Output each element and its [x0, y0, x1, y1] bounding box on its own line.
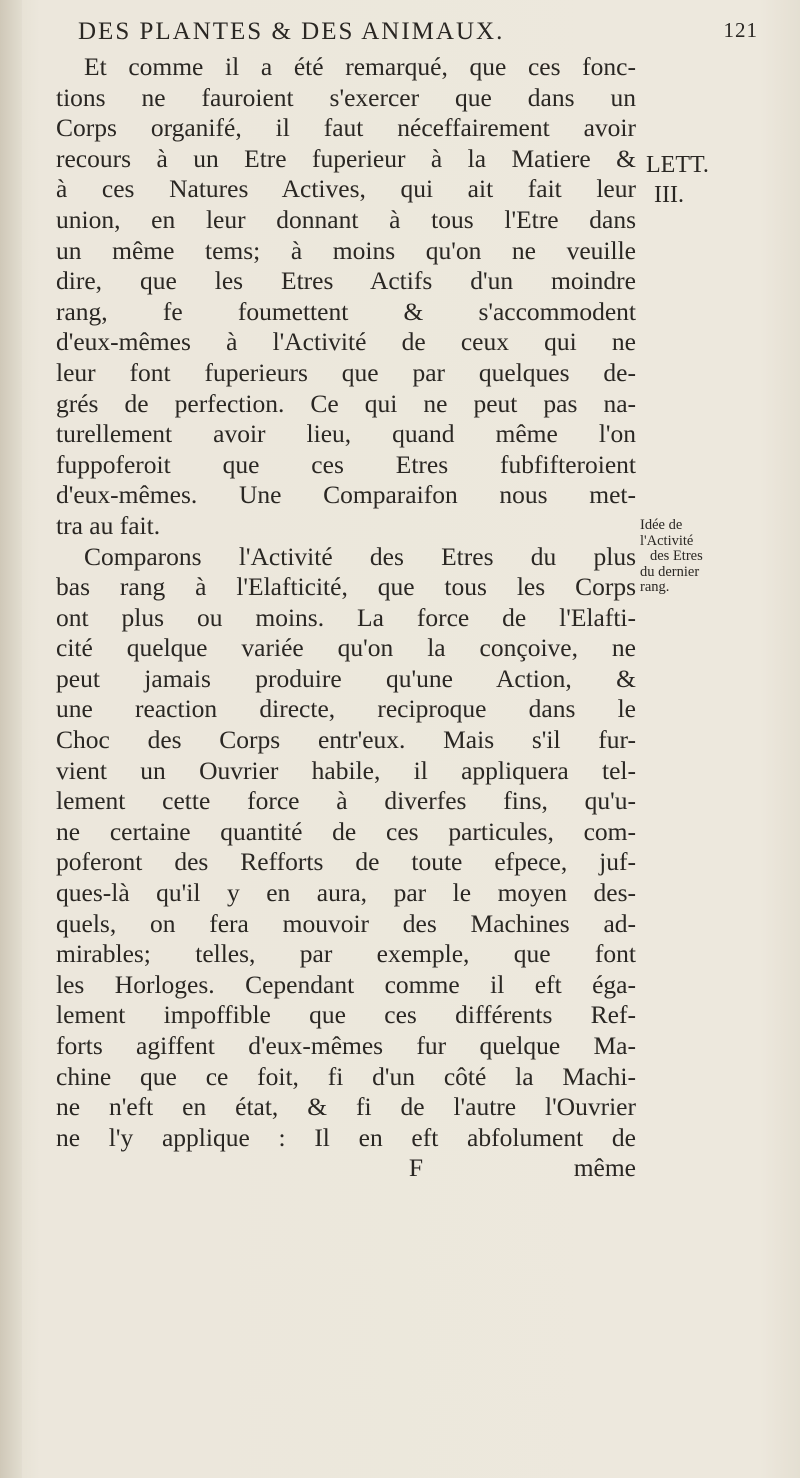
text-line: vient un Ouvrier habile, il appliquera tel-: [56, 755, 636, 785]
marginal-note-line: l'Activité: [640, 532, 694, 549]
text-line: ne l'y applique : Il en eft abfolument de: [56, 1122, 636, 1152]
running-title: DES PLANTES & DES ANIMAUX.: [78, 18, 505, 45]
text-line: cité quelque variée qu'on la conçoive, ne: [56, 633, 636, 663]
text-line: forts agiffent d'eux-mêmes fur quelque Ma-: [56, 1031, 636, 1060]
text-line: ques-là qu'il y en aura, par le moyen des-: [56, 878, 636, 908]
running-header: [58, 18, 758, 48]
signature-line: [56, 1153, 636, 1184]
text-line: turellement avoir lieu, quand même l'on: [56, 419, 636, 449]
body-text: [56, 52, 636, 1184]
letter-number: III.: [654, 182, 684, 208]
text-line: d'eux-mêmes à l'Activité de ceux qui ne: [56, 327, 636, 357]
signature-mark: F: [408, 1153, 424, 1183]
text-line: grés de perfection. Ce qui ne peut pas na-: [56, 388, 636, 418]
text-line: union, en leur donnant à tous l'Etre dans: [56, 204, 636, 234]
marginal-note: [640, 518, 790, 596]
text-line: recours à un Etre fuperieur à la Matiere &: [56, 143, 636, 173]
catchword: même: [573, 1153, 636, 1183]
page-gutter: [0, 0, 22, 1478]
text-line: tions ne fauroient s'exercer que dans un: [56, 82, 636, 112]
text-line: leur font fuperieurs que par quelques de-: [56, 357, 636, 387]
text-line: poferont des Refforts de toute efpece, juf-: [56, 847, 636, 877]
text-line: tra au fait.: [56, 510, 161, 540]
text-line: Corps organifé, il faut néceffairement avoir: [56, 113, 636, 143]
text-line: quels, on fera mouvoir des Machines ad-: [56, 908, 636, 938]
text-line: ne certaine quantité de ces particules, com-: [56, 816, 636, 846]
letter-label: LETT.: [646, 152, 709, 178]
text-line: fuppoferoit que ces Etres fubfifteroient: [56, 449, 636, 479]
text-line: mirables; telles, par exemple, que font: [56, 939, 636, 969]
text-line: lement cette force à diverfes fins, qu'u-: [56, 786, 636, 816]
marginal-note-line: Idée de: [640, 517, 683, 533]
text-line: Comparons l'Activité des Etres du plus: [84, 541, 636, 571]
letter-marker: [640, 150, 790, 210]
text-line: Choc des Corps entr'eux. Mais s'il fur-: [56, 725, 636, 755]
text-line: dire, que les Etres Actifs d'un moindre: [56, 266, 636, 296]
text-line: une reaction directe, reciproque dans le: [56, 694, 636, 724]
text-line: peut jamais produire qu'une Action, &: [56, 663, 636, 693]
text-line: chine que ce foit, fi d'un côté la Machi-: [56, 1061, 636, 1091]
text-line: d'eux-mêmes. Une Comparaifon nous met-: [56, 480, 636, 510]
marginal-note-line: des Etres: [650, 548, 703, 564]
text-line: un même tems; à moins qu'on ne veuille: [56, 235, 636, 265]
text-line: lement impoffible que ces différents Ref-: [56, 1000, 636, 1030]
marginal-note-line: du dernier: [640, 563, 700, 580]
text-line: ont plus ou moins. La force de l'Elafti-: [56, 602, 636, 632]
text-line: ne n'eft en état, & fi de l'autre l'Ouvrier: [56, 1092, 636, 1122]
text-line: Et comme il a été remarqué, que ces fonc-: [84, 52, 636, 81]
text-line: à ces Natures Actives, qui ait fait leur: [56, 174, 636, 204]
page-number: 121: [723, 18, 758, 42]
text-line: bas rang à l'Elafticité, que tous les Corps: [56, 572, 636, 602]
marginal-note-line: rang.: [640, 579, 670, 595]
text-line: rang, fe foumettent & s'accommodent: [56, 296, 636, 326]
text-line: les Horloges. Cependant comme il eft éga-: [56, 969, 636, 999]
